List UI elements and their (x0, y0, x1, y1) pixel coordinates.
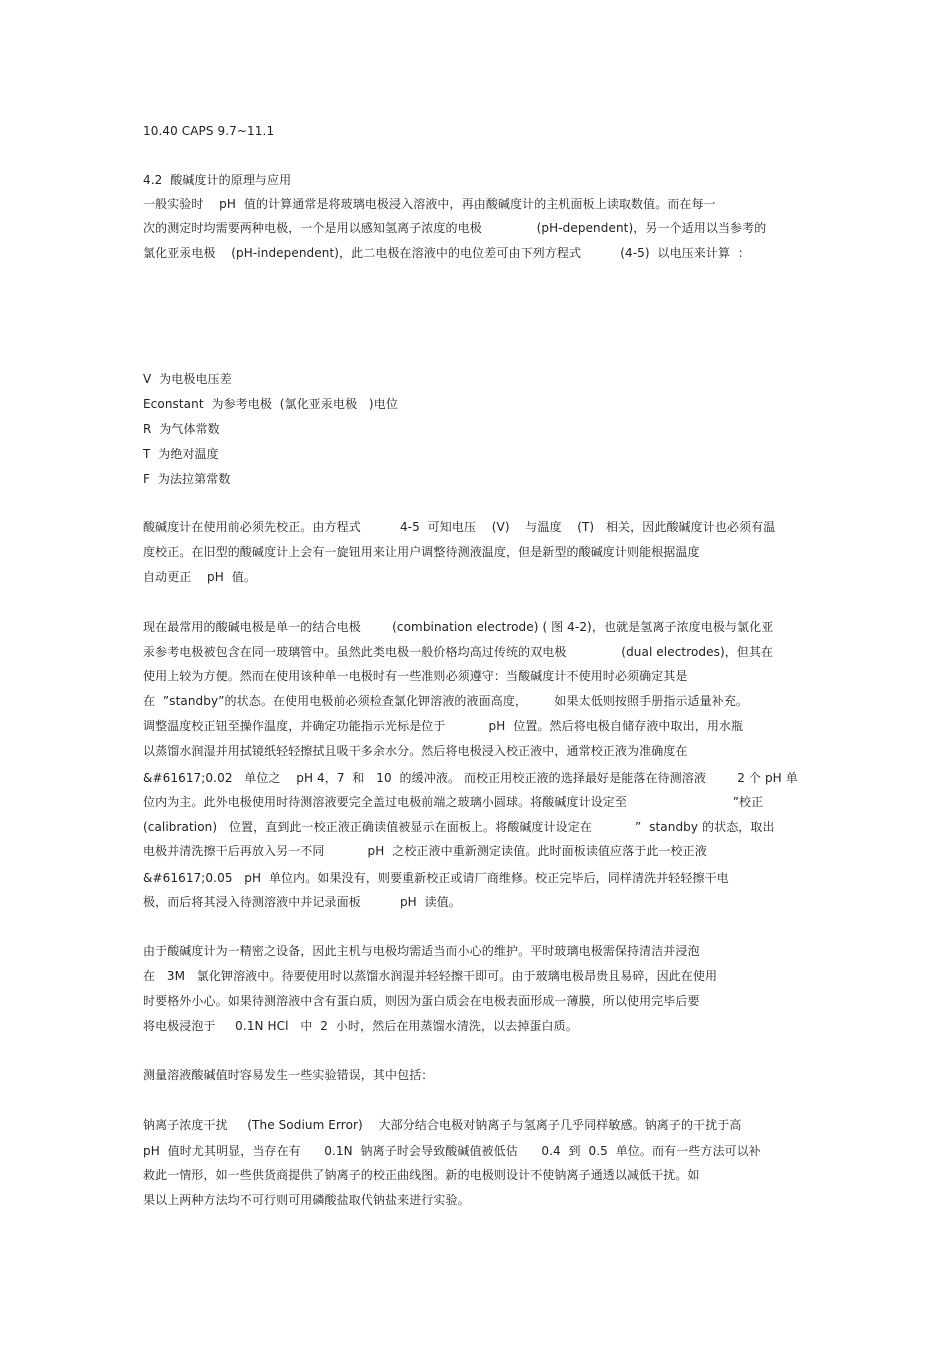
para3-line: 电极并清洗擦干后再放入另一不同 pH 之校正液中重新测定读值。此时面板读值应落于此一校正液 (143, 844, 707, 858)
para2-line: 酸碱度计在使用前必须先校正。由方程式 4-5 可知电压 (V) 与温度 (T) 相关，因此酸碱度计也必须有温 (143, 520, 776, 534)
para5-line: 测量溶液酸碱值时容易发生一些实验错误，其中包括： (143, 1068, 434, 1082)
section-heading: 4.2 酸碱度计的原理与应用 (143, 173, 292, 187)
para3-line: (calibration) 位置，直到此一校正液正确读值被显示在面板上。将酸碱度计设定在 ” standby 的状态，取出 (143, 820, 775, 834)
variable-definition: V 为电极电压差 (143, 372, 232, 386)
para3-line: 以蒸馏水润湿并用拭镜纸轻轻擦拭且吸干多余水分。然后将电极浸入校正液中，通常校正液为准确度在 (143, 744, 688, 758)
para4-line: 在 3M 氯化钾溶液中。待要使用时以蒸馏水润湿并轻轻擦干即可。由于玻璃电极昂贵且易碎，因此在使用 (143, 969, 718, 983)
para6-line: pH 值时尤其明显，当存在有 0.1N 钠离子时会导致酸碱值被低估 0.4 到 0.5 单位。而有一些方法可以补 (143, 1144, 761, 1158)
para3-line: 调整温度校正钮至操作温度，并确定功能指示光标是位于 pH 位置。然后将电极自储存液中取出，用水瓶 (143, 719, 744, 733)
variable-definition: T 为绝对温度 (143, 447, 219, 461)
para2-line: 自动更正 pH 值。 (143, 570, 256, 584)
para3-line: &#61617;0.05 pH 单位内。如果没有，则要重新校正或请厂商维修。校正完毕后，同样清洗并轻轻擦干电 (143, 871, 729, 885)
variable-definition: Econstant 为参考电极 (氯化亚汞电极 )电位 (143, 397, 398, 411)
para6-line: 钠离子浓度干扰 (The Sodium Error) 大部分结合电极对钠离子与氢离子几乎同样敏感。钠离子的干扰于高 (143, 1118, 742, 1132)
variable-definition: R 为气体常数 (143, 422, 220, 436)
para3-line: 极，而后将其浸入待测溶液中并记录面板 pH 读值。 (143, 895, 461, 909)
para4-line: 将电极浸泡于 0.1N HCl 中 2 小时，然后在用蒸馏水清洗，以去掉蛋白质。 (143, 1019, 578, 1033)
para1-line: 氯化亚汞电极 (pH-independent)，此二电极在溶液中的电位差可由下列方程式 (4-5) 以电压来计算 ： (143, 246, 751, 260)
para3-line: 使用上较为方便。然而在使用该种单一电极时有一些准则必须遵守：当酸碱度计不使用时必须确定其是 (143, 669, 688, 683)
para4-line: 由于酸碱度计为一精密之设备，因此主机与电极均需适当而小心的维护。平时玻璃电极需保持清洁并浸泡 (143, 944, 700, 958)
para3-line: 汞参考电极被包含在同一玻璃管中。虽然此类电极一般价格均高过传统的双电极 (dual electrodes)，但其在 (143, 645, 774, 659)
para2-line: 度校正。在旧型的酸碱度计上会有一旋钮用来让用户调整待测液温度，但是新型的酸碱度计则能根据温度 (143, 545, 700, 559)
para6-line: 救此一情形，如一些供货商提供了钠离子的校正曲线图。新的电极则设计不使钠离子通透以减低干扰。如 (143, 1168, 700, 1182)
buffer-line: 10.40 CAPS 9.7~11.1 (143, 124, 275, 138)
para3-line: 位内为主。此外电极使用时待测溶液要完全盖过电极前端之玻璃小圆球。将酸碱度计设定至 ”校正 (143, 795, 764, 809)
para4-line: 时要格外小心。如果待测溶液中含有蛋白质，则因为蛋白质会在电极表面形成一薄膜，所以使用完毕后要 (143, 994, 700, 1008)
para3-line: 在 ”standby”的状态。在使用电极前必须检查氯化钾溶液的液面高度， 如果太低则按照手册指示适量补充。 (143, 694, 749, 708)
para1-line: 一般实验时 pH 值的计算通常是将玻璃电极浸入溶液中，再由酸碱度计的主机面板上读取数值。而在每一 (143, 197, 716, 211)
para1-line: 次的测定时均需要两种电极，一个是用以感知氢离子浓度的电极 (pH-dependent)，另一个适用以当参考的 (143, 221, 767, 235)
para3-line: &#61617;0.02 单位之 pH 4，7 和 10 的缓冲液。 而校正用校正液的选择最好是能落在待测溶液 2 个 pH 单 (143, 771, 798, 785)
para6-line: 果以上两种方法均不可行则可用磷酸盐取代钠盐来进行实验。 (143, 1193, 470, 1207)
variable-definition: F 为法拉第常数 (143, 472, 231, 486)
para3-line: 现在最常用的酸碱电极是单一的结合电极 (combination electrode) ( 图 4-2)，也就是氢离子浓度电极与氯化亚 (143, 620, 774, 634)
